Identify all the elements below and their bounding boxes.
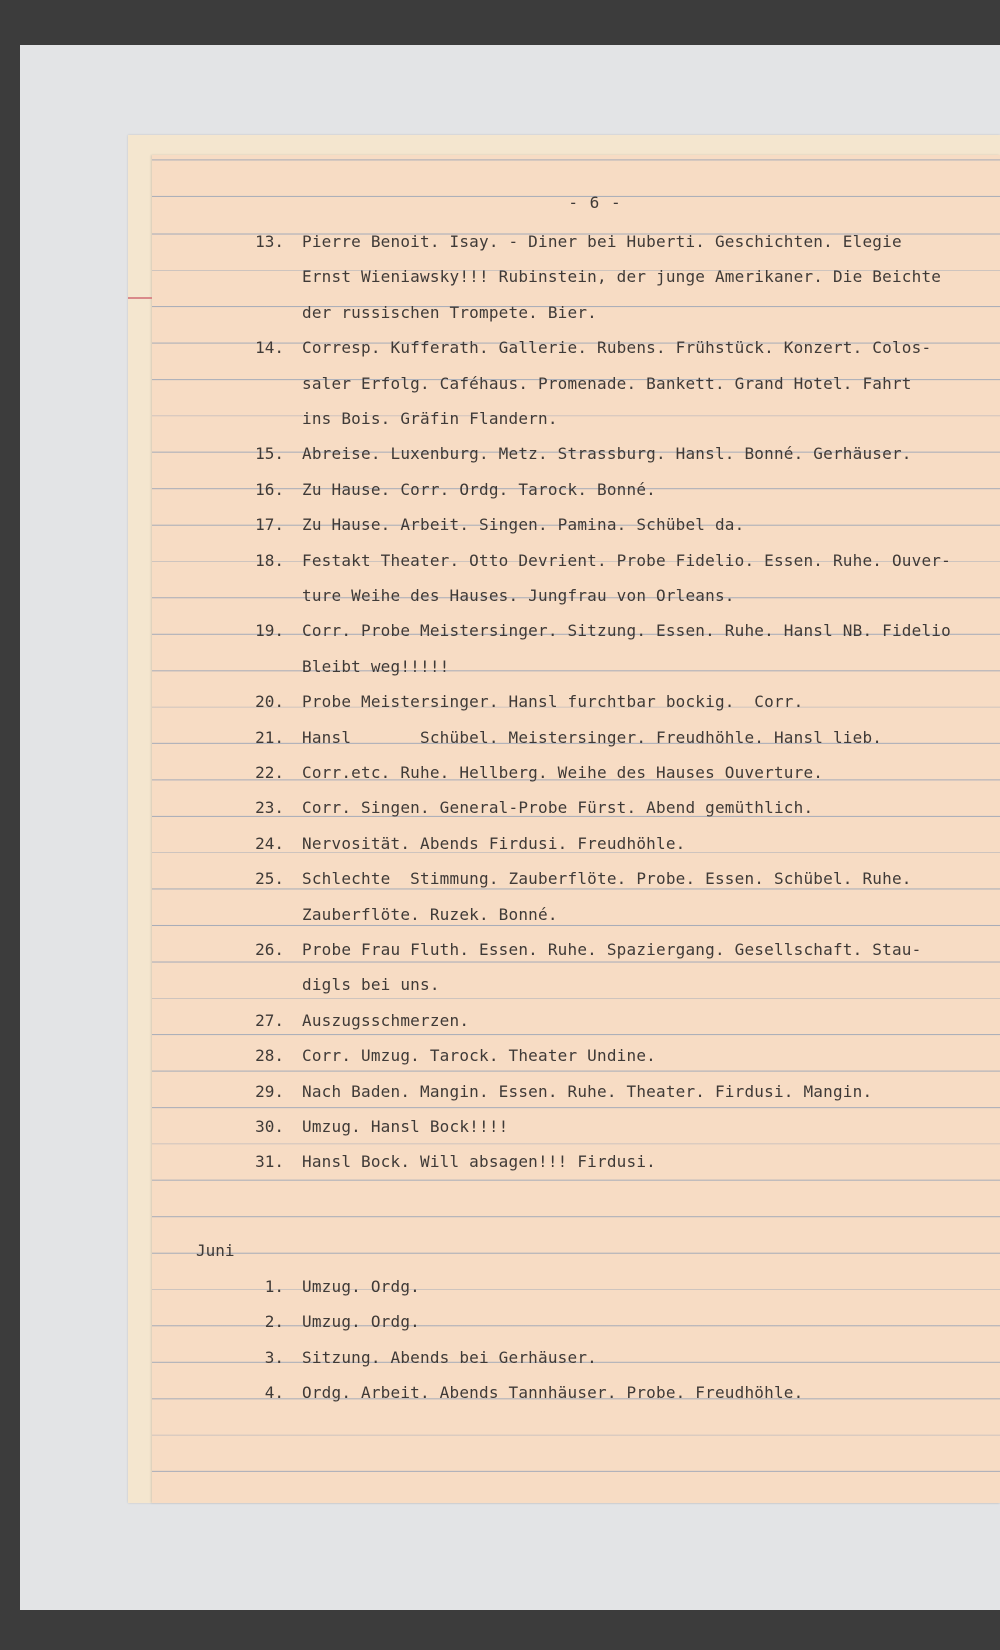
- entry-day-number: 23.: [255, 798, 284, 818]
- entry-text-line: Pierre Benoit. Isay. - Diner bei Huberti. Geschichten. Elegie: [302, 232, 902, 251]
- entry-text-line: ture Weihe des Hauses. Jungfrau von Orleans.: [302, 585, 735, 605]
- entry-day-number: 24.: [255, 833, 284, 853]
- entry-day-number: 4.: [264, 1383, 284, 1403]
- entry-day-number: 25.: [255, 869, 284, 889]
- entry-text-line: Nach Baden. Mangin. Essen. Ruhe. Theater. Firdusi. Mangin.: [302, 1081, 873, 1101]
- entry-text-line: Probe Meistersinger. Hansl furchtbar bockig. Corr.: [302, 692, 804, 712]
- month-heading-june: Juni: [196, 1241, 235, 1260]
- entry-day-number: 14.: [255, 338, 284, 358]
- entry-text-line: Corr. Umzug. Tarock. Theater Undine.: [302, 1046, 656, 1066]
- entry-text-line: der russischen Trompete. Bier.: [302, 302, 597, 322]
- entry-text-line: Zu Hause. Corr. Ordg. Tarock. Bonné.: [302, 479, 656, 499]
- entry-text-line: Bleibt weg!!!!!: [302, 656, 450, 676]
- entry-day-number: 13.: [255, 232, 284, 251]
- entry-text-line: Zu Hause. Arbeit. Singen. Pamina. Schübel da.: [302, 515, 745, 535]
- entry-day-number: 2.: [264, 1312, 284, 1332]
- entry-text-line: digls bei uns.: [302, 975, 440, 995]
- page-number: - 6 -: [568, 193, 622, 212]
- entry-text-line: Ernst Wieniawsky!!! Rubinstein, der junge Amerikaner. Die Beichte: [302, 267, 942, 287]
- entry-text-line: Umzug. Ordg.: [302, 1312, 420, 1332]
- entry-text-line: Auszugsschmerzen.: [302, 1010, 470, 1030]
- red-margin-mark: [128, 297, 152, 299]
- entry-day-number: 16.: [255, 479, 284, 499]
- entry-day-number: 31.: [255, 1152, 284, 1172]
- entry-day-number: 30.: [255, 1117, 284, 1136]
- entry-text-line: Probe Frau Fluth. Essen. Ruhe. Spaziergang. Gesellschaft. Stau-: [302, 940, 922, 959]
- entry-text-line: saler Erfolg. Caféhaus. Promenade. Bankett. Grand Hotel. Fahrt: [302, 373, 912, 393]
- entry-text-line: Umzug. Ordg.: [302, 1277, 420, 1296]
- diary-page: [152, 155, 1000, 1503]
- entry-text-line: Hansl Bock. Will absagen!!! Firdusi.: [302, 1152, 656, 1172]
- entry-text-line: Corr.etc. Ruhe. Hellberg. Weihe des Hauses Ouverture.: [302, 763, 824, 782]
- entry-day-number: 22.: [255, 763, 284, 782]
- entry-text-line: Ordg. Arbeit. Abends Tannhäuser. Probe. Freudhöhle.: [302, 1383, 804, 1403]
- entry-text-line: Corresp. Kufferath. Gallerie. Rubens. Frühstück. Konzert. Colos-: [302, 338, 932, 358]
- entry-text-line: Sitzung. Abends bei Gerhäuser.: [302, 1347, 597, 1367]
- entry-text-line: ins Bois. Gräfin Flandern.: [302, 408, 558, 428]
- entry-day-number: 19.: [255, 621, 284, 641]
- entry-day-number: 21.: [255, 727, 284, 747]
- entry-day-number: 26.: [255, 940, 284, 959]
- entry-text-line: Festakt Theater. Otto Devrient. Probe Fidelio. Essen. Ruhe. Ouver-: [302, 550, 951, 570]
- entry-text-line: Corr. Singen. General-Probe Fürst. Abend gemüthlich.: [302, 798, 814, 818]
- entry-day-number: 20.: [255, 692, 284, 712]
- entry-text-line: Nervosität. Abends Firdusi. Freudhöhle.: [302, 833, 686, 853]
- entry-day-number: 17.: [255, 515, 284, 535]
- entry-text-line: Umzug. Hansl Bock!!!!: [302, 1117, 509, 1136]
- entry-text-line: Zauberflöte. Ruzek. Bonné.: [302, 904, 558, 924]
- entry-text-line: Corr. Probe Meistersinger. Sitzung. Essen. Ruhe. Hansl NB. Fidelio: [302, 621, 951, 641]
- entry-day-number: 29.: [255, 1081, 284, 1101]
- entry-day-number: 3.: [264, 1347, 284, 1367]
- entry-text-line: Hansl Schübel. Meistersinger. Freudhöhle. Hansl lieb.: [302, 727, 883, 747]
- entry-day-number: 27.: [255, 1010, 284, 1030]
- entry-day-number: 1.: [264, 1277, 284, 1296]
- entry-text-line: Abreise. Luxenburg. Metz. Strassburg. Hansl. Bonné. Gerhäuser.: [302, 444, 912, 464]
- entry-text-line: Schlechte Stimmung. Zauberflöte. Probe. Essen. Schübel. Ruhe.: [302, 869, 912, 889]
- entry-day-number: 15.: [255, 444, 284, 464]
- entry-day-number: 28.: [255, 1046, 284, 1066]
- entry-day-number: 18.: [255, 550, 284, 570]
